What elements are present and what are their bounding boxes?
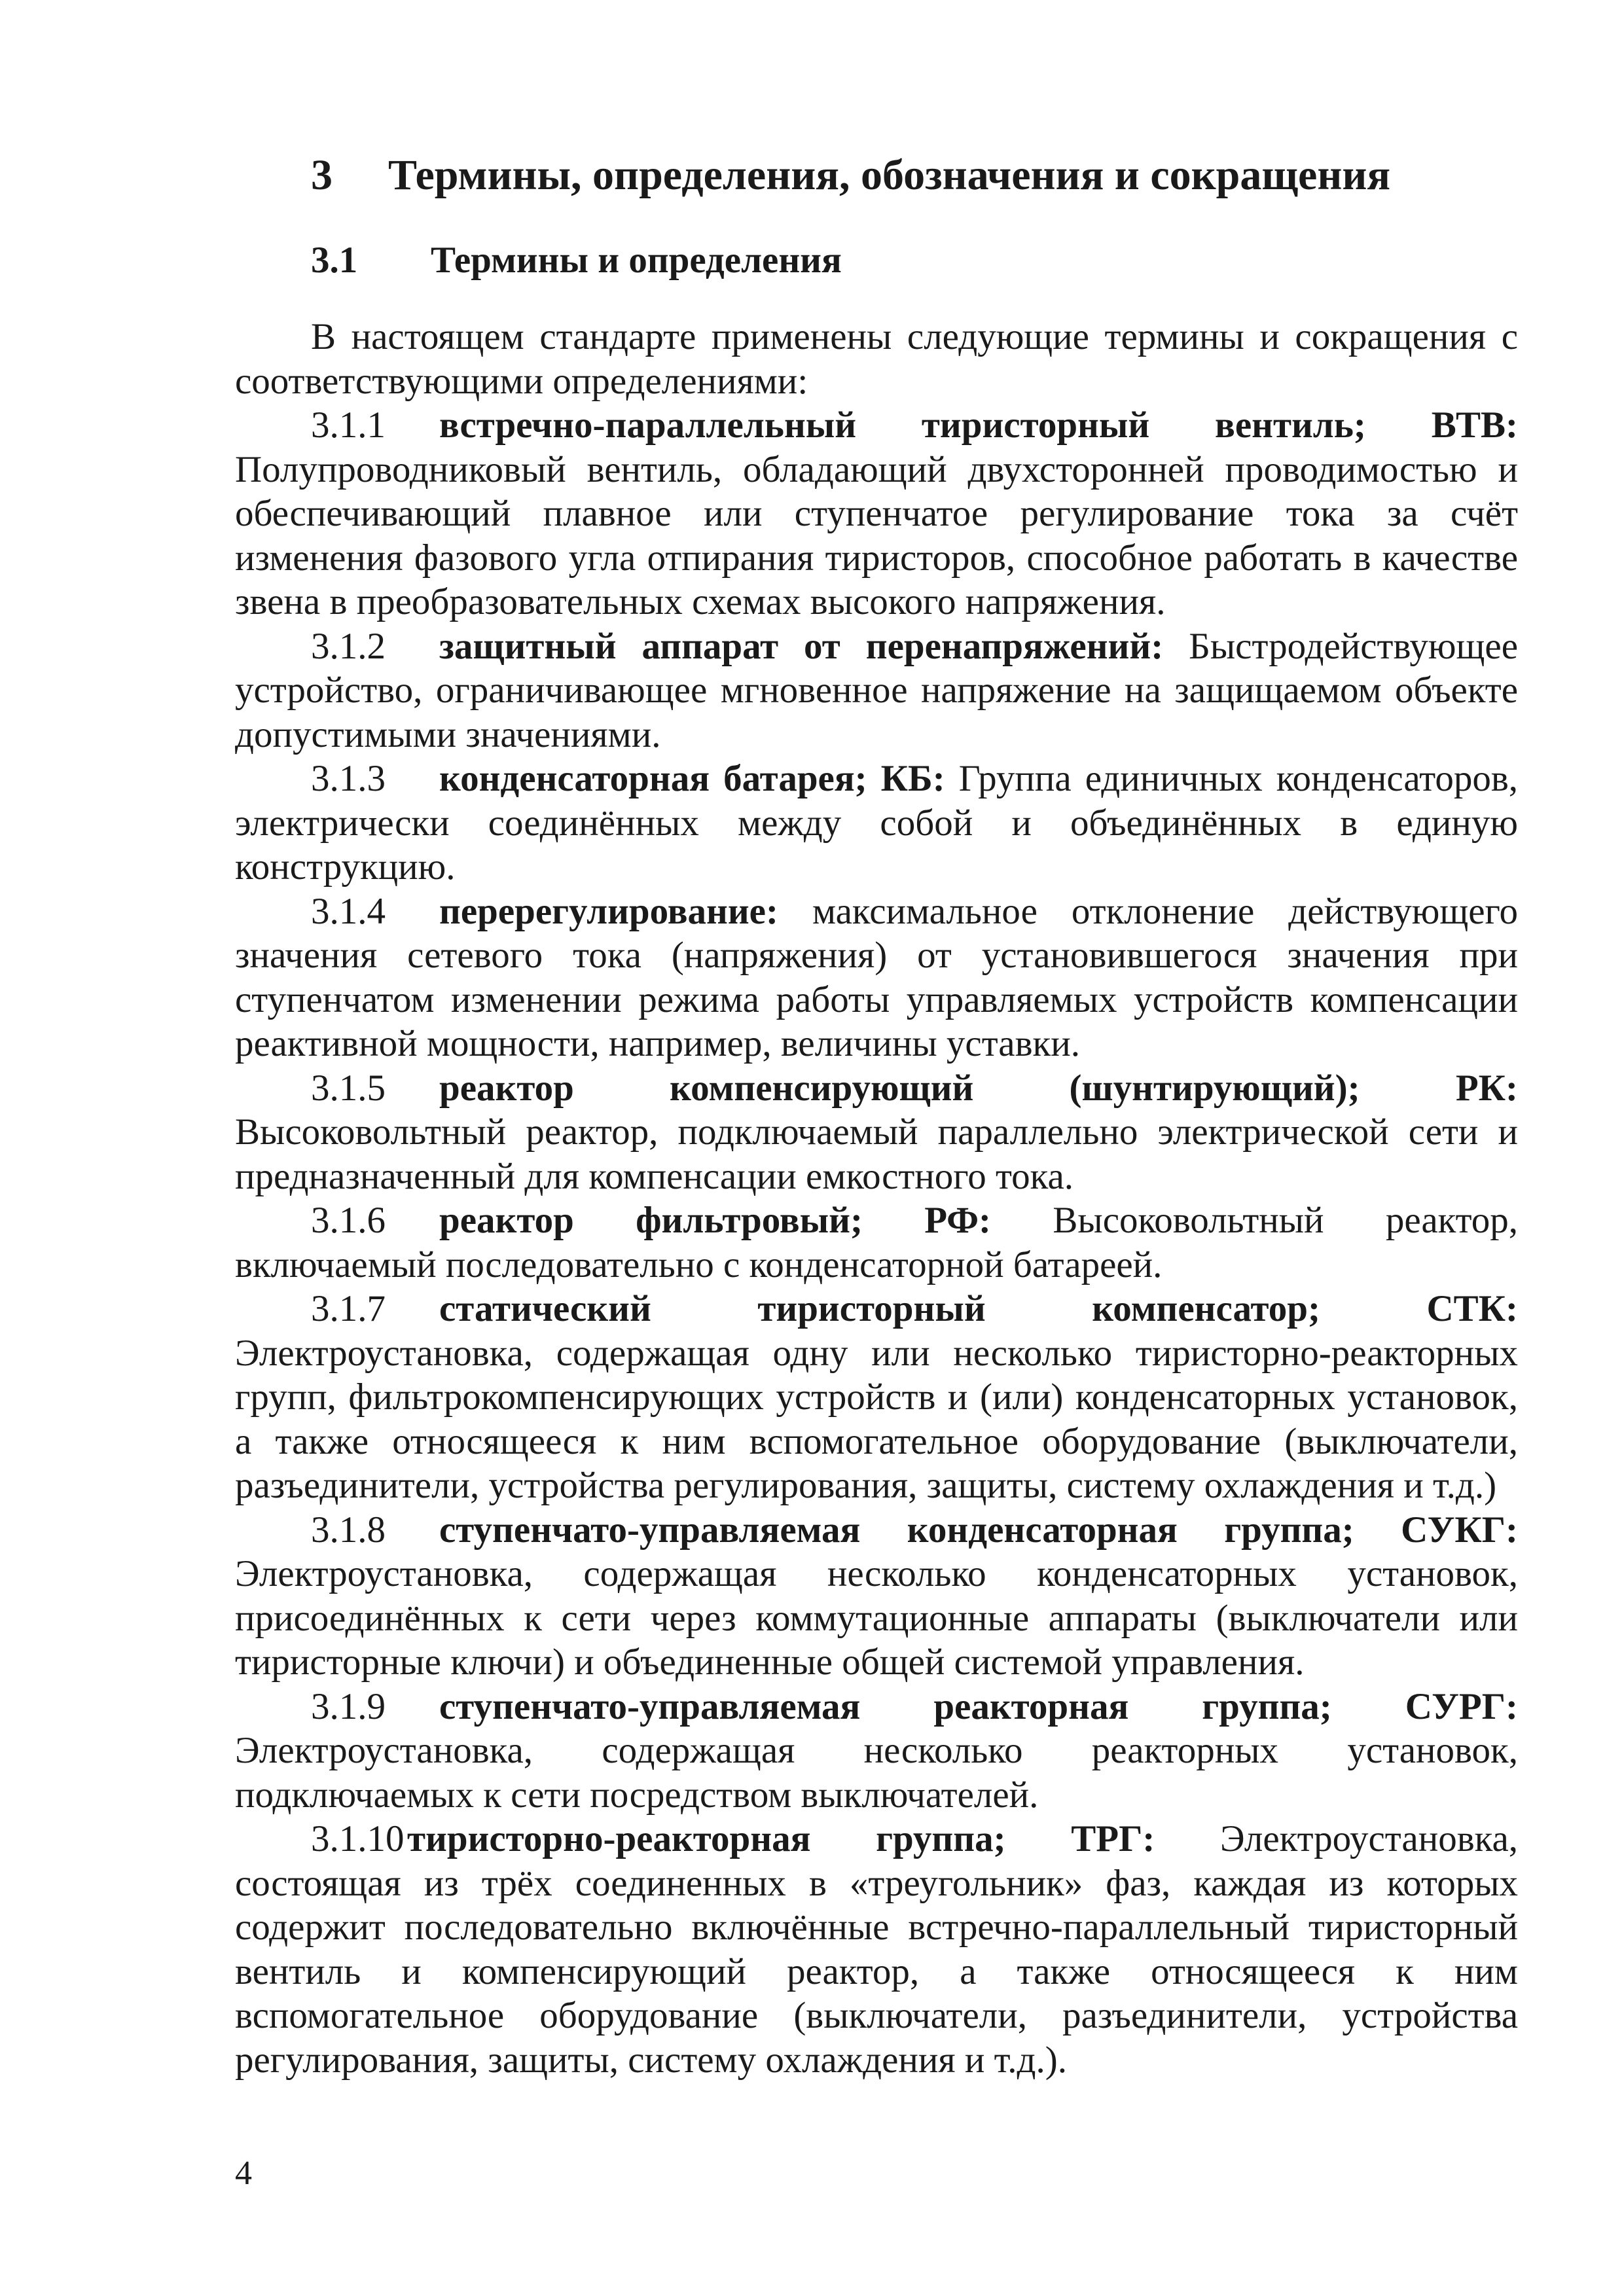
term-index: 3.1.9 — [311, 1685, 386, 1727]
term-entry — [235, 624, 1518, 757]
term-index: 3.1.1 — [311, 404, 386, 446]
term-entry — [235, 1066, 1518, 1199]
term-name: конденсаторная батарея; КБ: — [439, 758, 945, 799]
term-name: ступенчато-управляемая реакторная группа; СУРГ: — [439, 1685, 1518, 1727]
term-index: 3.1.6 — [311, 1200, 386, 1241]
term-index: 3.1.4 — [311, 890, 386, 932]
intro-paragraph: В настоящем стандарте применены следующие термины и сокращения с соответствующими определениями: — [235, 316, 1518, 402]
page-number: 4 — [235, 2155, 252, 2192]
section-number: 3 — [311, 151, 333, 199]
term-entry — [235, 1685, 1518, 1818]
term-name: встречно-параллельный тиристорный вентиль; ВТВ: — [439, 404, 1518, 446]
term-entry — [235, 1287, 1518, 1508]
term-index: 3.1.10 — [311, 1818, 405, 1859]
term-name: ступенчато-управляемая конденсаторная группа; СУКГ: — [439, 1509, 1518, 1551]
term-entry — [235, 757, 1518, 889]
term-definition: Электроустановка, содержащая несколько реакторных установок, подключаемых к сети посредством выключателей. — [235, 1730, 1518, 1816]
term-index: 3.1.5 — [311, 1067, 386, 1109]
subsection-heading — [311, 238, 1555, 283]
term-definition: Высоковольтный реактор, подключаемый параллельно электрической сети и предназначенный для компенсации емкостного тока. — [235, 1111, 1518, 1197]
term-index: 3.1.3 — [311, 758, 386, 799]
term-definition: Полупроводниковый вентиль, обладающий двухсторонней проводимостью и обеспечивающий плавное или ступенчатое регулирование тока за счёт изменения фазового угла отпирания тиристоров, способное работать в качестве звена в преобразовательных схемах высокого напряжения. — [235, 448, 1518, 622]
term-name: защитный аппарат от перенапряжений: — [439, 625, 1164, 667]
subsection-number: 3.1 — [311, 240, 358, 281]
term-entry — [235, 889, 1518, 1066]
term-definition: Электроустановка, содержащая одну или несколько тиристорно-реакторных групп, фильтрокомпенсирующих устройств и (или) конденсаторных установок, а также относящееся к ним вспомогательное оборудование (выключатели, разъединители, устройства регулирования, защиты, систему охлаждения и т.д.) — [235, 1332, 1518, 1506]
term-definition: Группа единичных конденсаторов, электрически соединённых между собой и объединённых в единую конструкцию. — [235, 758, 1519, 888]
term-index: 3.1.2 — [311, 625, 386, 667]
section-heading — [311, 149, 1555, 201]
term-entry — [235, 1198, 1518, 1287]
term-name: реактор фильтровый; РФ: — [439, 1200, 992, 1241]
term-entry — [235, 1508, 1518, 1685]
term-index: 3.1.7 — [311, 1288, 386, 1329]
term-name: статический тиристорный компенсатор; СТК: — [439, 1288, 1518, 1329]
term-definition: Электроустановка, состоящая из трёх соединенных в «треугольник» фаз, каждая из которых содержит последовательно включённые встречно-параллельный тиристорный вентиль и компенсирующий реактор, а также относящееся к ним вспомогательное оборудование (выключатели, разъединители, устройства регулирования, защиты, систему охлаждения и т.д.). — [235, 1818, 1518, 2081]
term-entry — [235, 403, 1518, 624]
subsection-title: Термины и определения — [431, 240, 842, 281]
document-body — [235, 315, 1518, 2082]
term-name: перерегулирование: — [439, 890, 778, 932]
term-index: 3.1.8 — [311, 1509, 386, 1551]
term-definition: максимальное отклонение действующего значения сетевого тока (напряжения) от установившегося значения при ступенчатом изменении режима работы управляемых устройств компенсации реактивной мощности, например, величины уставки. — [235, 890, 1519, 1064]
term-name: реактор компенсирующий (шунтирующий); РК: — [439, 1067, 1518, 1109]
term-name: тиристорно-реакторная группа; ТРГ: — [407, 1818, 1155, 1859]
term-definition: Электроустановка, содержащая несколько конденсаторных установок, присоединённых к сети через коммутационные аппараты (выключатели или тиристорные ключи) и объединенные общей системой управления. — [235, 1553, 1518, 1683]
term-entry — [235, 1817, 1518, 2082]
term-definition: Быстродействующее устройство, ограничивающее мгновенное напряжение на защищаемом объекте допустимыми значениями. — [235, 625, 1518, 755]
term-definition: Высоковольтный реактор, включаемый последовательно с конденсаторной батареей. — [235, 1200, 1519, 1285]
section-title: Термины, определения, обозначения и сокращения — [388, 151, 1391, 199]
